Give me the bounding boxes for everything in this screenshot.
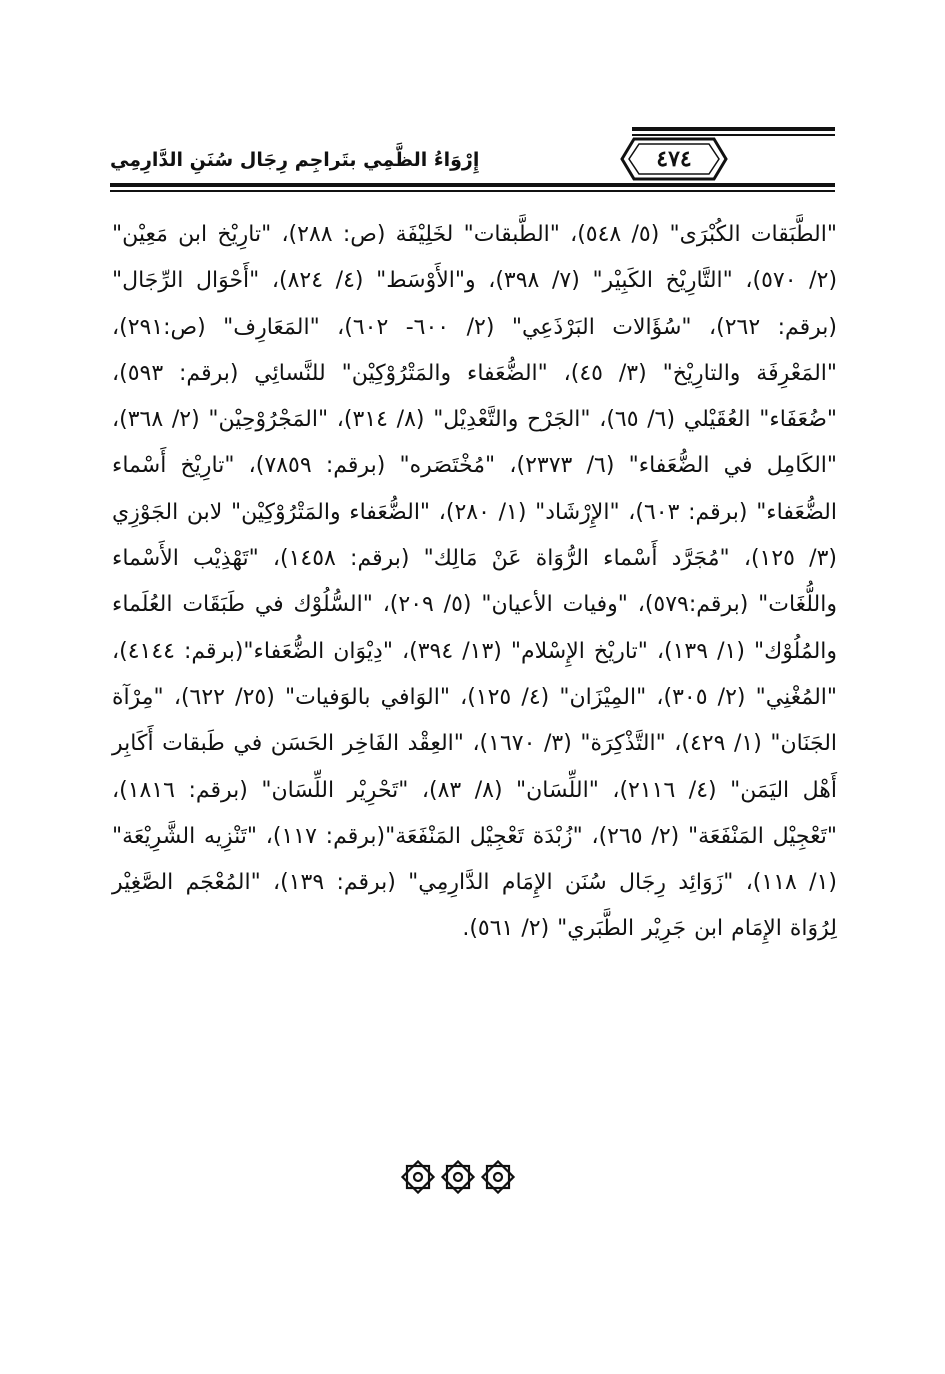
page-number: ٤٧٤	[656, 146, 692, 172]
header-rule-top-thin	[632, 134, 835, 136]
header-rule-top	[632, 127, 835, 131]
page-header	[110, 115, 835, 195]
header-rule-bottom-thin	[110, 190, 835, 192]
page-number-badge	[620, 137, 728, 181]
body-paragraph: "الطَّبَقات الكُبْرَى" (٥/ ٥٤٨)، "الطَّبقات" لخَلِيْفَة (ص: ٢٨٨)، "تارِيْخ ابن مَعِيْن" (٢/ ٥٧٠)، "التَّارِيْخ الكَبِيْر" (٧/ ٣٩٨)، و"الأَوْسَط" (٤/ ٨٢٤)، "أَحْوَال الرِّجَال" (برقم: ٢٦٢)، "سُؤَالات البَرْذَعِي" (٢/ ٦٠٠- ٦٠٢)، "المَعَارِف" (ص:٢٩١)، "المَعْرِفَة والتارِيْخ" (٣/ ٤٥)، "الضُّعَفاء والمَتْرُوْكِيْن" للنَّسائِي (برقم: ٥٩٣)، "ضُعَفَاء" العُقَيْلي (٦/ ٦٥)، "الجَرْح والتَّعْدِيْل" (٨/ ٣١٤)، "المَجْرُوْحِيْن" (٢/ ٣٦٨)، "الكَامِل في الضُّعَفاء" (٦/ ٢٣٧٣)، "مُخْتَصَره" (برقم: ٧٨٥٩)، "تارِيْخ أَسْماء الضُّعَفاء" (برقم: ٦٠٣)، "الإِرْشَاد" (١/ ٢٨٠)، "الضُّعَفاء والمَتْرُوْكِيْن" لابن الجَوْزِي (٣/ ١٢٥)، "مُجَرَّد أَسْماء الرُّوَاة عَنْ مَالِك" (برقم: ١٤٥٨)، "تَهْذِيْب الأَسْماء واللُّغَات" (برقم:٥٧٩)، "وفيات الأعيان" (٥/ ٢٠٩)، "السُّلُوْك في طَبَقَات العُلَماء والمُلُوْك" (١/ ١٣٩)، "تاريْخ الإِسْلام" (١٣/ ٣٩٤)، "دِيْوَان الضُّعَفاء"(برقم: ٤١٤٤)، "المُغْنِي" (٢/ ٣٠٥)، "المِيْزَان" (٤/ ١٢٥)، "الوَافي بالوَفيات" (٢٥/ ٦٢٢)، "مِرْآة الجَنَان" (١/ ٤٢٩)، "التَّذْكِرَة" (٣/ ١٦٧٠)، "العِقْد الفَاخِر الحَسَن في طَبقات أَكَابِر أَهْل اليَمَن" (٤/ ٢١١٦)، "اللِّسَان" (٨/ ٨٣)، "تَحْرِيْر اللِّسَان" (برقم: ١٨١٦)، "تَعْجِيْل المَنْفَعَة" (٢/ ٢٦٥)، "زُبْدَة تَعْجِيْل المَنْفَعَة"(برقم: ١١٧)، "تَنْزِيه الشَّرِيْعَة" (١/ ١١٨)، "زَوَائِد رِجَال سُنَن الإِمَام الدَّارِمِي" (برقم: ١٣٩)، "المُعْجَم الصَّغِيْر لِرُوَاة الإِمَام ابن جَرِيْر الطَّبَري" (٢/ ٥٦١).	[112, 222, 838, 942]
triple-star-ornament-icon	[398, 1160, 518, 1194]
book-title: إِرْوَاءُ الظَّمِي بتَراجِم رِجَال سُنَنِ الدَّارِمِي	[110, 149, 480, 171]
header-rule-bottom	[110, 183, 835, 187]
